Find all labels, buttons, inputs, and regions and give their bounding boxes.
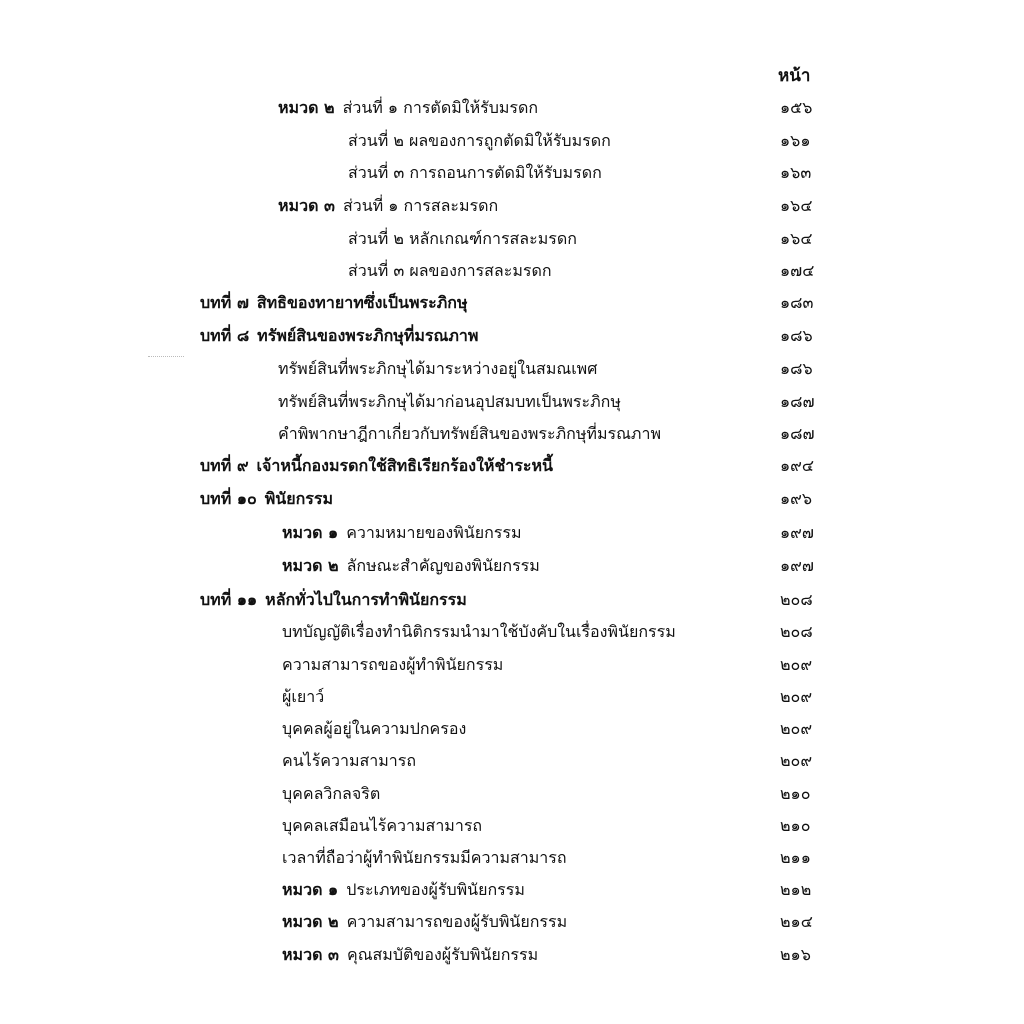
- toc-entry: [282, 845, 567, 871]
- chapter-label: บทที่ ๑๐: [200, 489, 257, 508]
- page-number: ๒๐๙: [780, 751, 813, 770]
- page-number: ๒๑๑: [780, 848, 811, 867]
- page-column-header: หน้า: [778, 66, 811, 86]
- toc-entry: [348, 128, 611, 154]
- entry-title: หลักทั่วไปในการทำพินัยกรรม: [265, 590, 467, 609]
- entry-title: เวลาที่ถือว่าผู้ทำพินัยกรรมมีความสามารถ: [282, 848, 567, 867]
- section-label: หมวด ๓: [282, 945, 339, 964]
- entry-title: ส่วนที่ ๒ ผลของการถูกตัดมิให้รับมรดก: [348, 131, 611, 150]
- chapter-label: บทที่ ๗: [200, 293, 249, 312]
- page-number: ๒๑๖: [780, 945, 811, 964]
- toc-entry: [200, 587, 467, 613]
- page-number: ๑๙๗: [780, 523, 814, 542]
- page-number: ๑๘๓: [780, 293, 814, 312]
- entry-title: บุคคลวิกลจริต: [282, 784, 381, 803]
- toc-entry: [278, 421, 661, 447]
- section-label: หมวด ๓: [278, 196, 335, 215]
- entry-title: ผู้เยาว์: [282, 687, 325, 706]
- page-number: ๒๐๘: [780, 622, 813, 641]
- toc-entry: [348, 226, 577, 252]
- toc-entry: [282, 553, 540, 579]
- entry-title: ความหมายของพินัยกรรม: [346, 523, 522, 542]
- toc-entry: [282, 781, 380, 807]
- page-number: ๑๘๗: [780, 424, 815, 443]
- page-number: ๑๗๔: [780, 261, 815, 280]
- chapter-label: บทที่ ๘: [200, 326, 250, 345]
- page-number: ๑๙๔: [780, 456, 814, 475]
- entry-title: ความสามารถของผู้ทำพินัยกรรม: [282, 655, 504, 674]
- toc-entry: [278, 389, 621, 415]
- page-number: ๒๐๙: [780, 655, 813, 674]
- section-label: หมวด ๒: [282, 556, 339, 575]
- toc-entry: [282, 942, 538, 968]
- toc-entry: [282, 716, 466, 742]
- entry-title: บุคคลเสมือนไร้ความสามารถ: [282, 816, 483, 835]
- entry-title: สิทธิของทายาทซึ่งเป็นพระภิกษุ: [256, 293, 468, 312]
- entry-title: คุณสมบัติของผู้รับพินัยกรรม: [346, 945, 539, 964]
- entry-title: คนไร้ความสามารถ: [282, 751, 417, 770]
- page-number: ๑๕๖: [780, 98, 813, 117]
- entry-title: ทรัพย์สินของพระภิกษุที่มรณภาพ: [257, 326, 479, 345]
- page-number: ๒๑๒: [780, 880, 812, 899]
- toc-entry: [200, 486, 333, 512]
- entry-title: เจ้าหนี้กองมรดกใช้สิทธิเรียกร้องให้ชำระหนี้: [256, 456, 553, 475]
- page-number: ๒๑๐: [780, 816, 811, 835]
- page-number: ๑๖๓: [780, 163, 812, 182]
- entry-title: บุคคลผู้อยู่ในความปกครอง: [282, 719, 467, 738]
- entry-title: ส่วนที่ ๒ หลักเกณฑ์การสละมรดก: [348, 229, 577, 248]
- entry-title: ส่วนที่ ๑ การตัดมิให้รับมรดก: [342, 98, 539, 117]
- page-number: ๑๘๗: [780, 392, 815, 411]
- toc-entry: [282, 520, 522, 546]
- entry-title: พินัยกรรม: [264, 489, 334, 508]
- margin-dotted-mark: [148, 356, 184, 357]
- entry-title: ประเภทของผู้รับพินัยกรรม: [346, 880, 525, 899]
- page-number: ๒๐๙: [780, 687, 813, 706]
- toc-entry: [282, 619, 676, 645]
- page-number: ๑๙๗: [780, 556, 814, 575]
- entry-title: ทรัพย์สินที่พระภิกษุได้มาระหว่างอยู่ในสมณเพศ: [278, 359, 598, 378]
- entry-title: คำพิพากษาฎีกาเกี่ยวกับทรัพย์สินของพระภิกษุที่มรณภาพ: [278, 424, 662, 443]
- chapter-label: บทที่ ๙: [200, 456, 249, 475]
- page-number: ๑๖๔: [780, 196, 813, 215]
- page-number: ๑๘๖: [780, 326, 813, 345]
- section-label: หมวด ๒: [278, 98, 335, 117]
- section-label: หมวด ๑: [282, 880, 339, 899]
- toc-entry: [278, 95, 538, 121]
- page-number: ๒๐๙: [780, 719, 813, 738]
- toc-entry: [282, 652, 503, 678]
- entry-title: ส่วนที่ ๓ การถอนการตัดมิให้รับมรดก: [348, 163, 602, 182]
- page-number: ๑๙๖: [780, 489, 813, 508]
- toc-entry: [282, 748, 416, 774]
- toc-entry: [282, 813, 482, 839]
- page-number: ๑๘๖: [780, 359, 813, 378]
- toc-entry: [282, 909, 567, 935]
- toc-entry: [200, 290, 467, 316]
- toc-entry: [348, 258, 552, 284]
- toc-entry: [200, 453, 553, 479]
- entry-title: ความสามารถของผู้รับพินัยกรรม: [346, 912, 568, 931]
- toc-entry: [348, 160, 602, 186]
- toc-entry: [278, 356, 597, 382]
- toc-entry: [282, 684, 324, 710]
- page-number: ๑๖๔: [780, 229, 813, 248]
- toc-entry: [200, 323, 478, 349]
- page-number: ๑๖๑: [780, 131, 811, 150]
- section-label: หมวด ๑: [282, 523, 339, 542]
- entry-title: ทรัพย์สินที่พระภิกษุได้มาก่อนอุปสมบทเป็นพระภิกษุ: [278, 392, 621, 411]
- page-number: ๒๑๐: [780, 784, 811, 803]
- page-number: ๒๐๘: [780, 590, 813, 609]
- page-number: ๒๑๔: [780, 912, 813, 931]
- toc-entry: [278, 193, 498, 219]
- entry-title: ส่วนที่ ๓ ผลของการสละมรดก: [348, 261, 552, 280]
- chapter-label: บทที่ ๑๑: [200, 590, 258, 609]
- entry-title: ส่วนที่ ๑ การสละมรดก: [342, 196, 499, 215]
- section-label: หมวด ๒: [282, 912, 339, 931]
- toc-entry: [282, 877, 525, 903]
- entry-title: ลักษณะสำคัญของพินัยกรรม: [346, 556, 540, 575]
- entry-title: บทบัญญัติเรื่องทำนิติกรรมนำมาใช้บังคับในเรื่องพินัยกรรม: [282, 622, 676, 641]
